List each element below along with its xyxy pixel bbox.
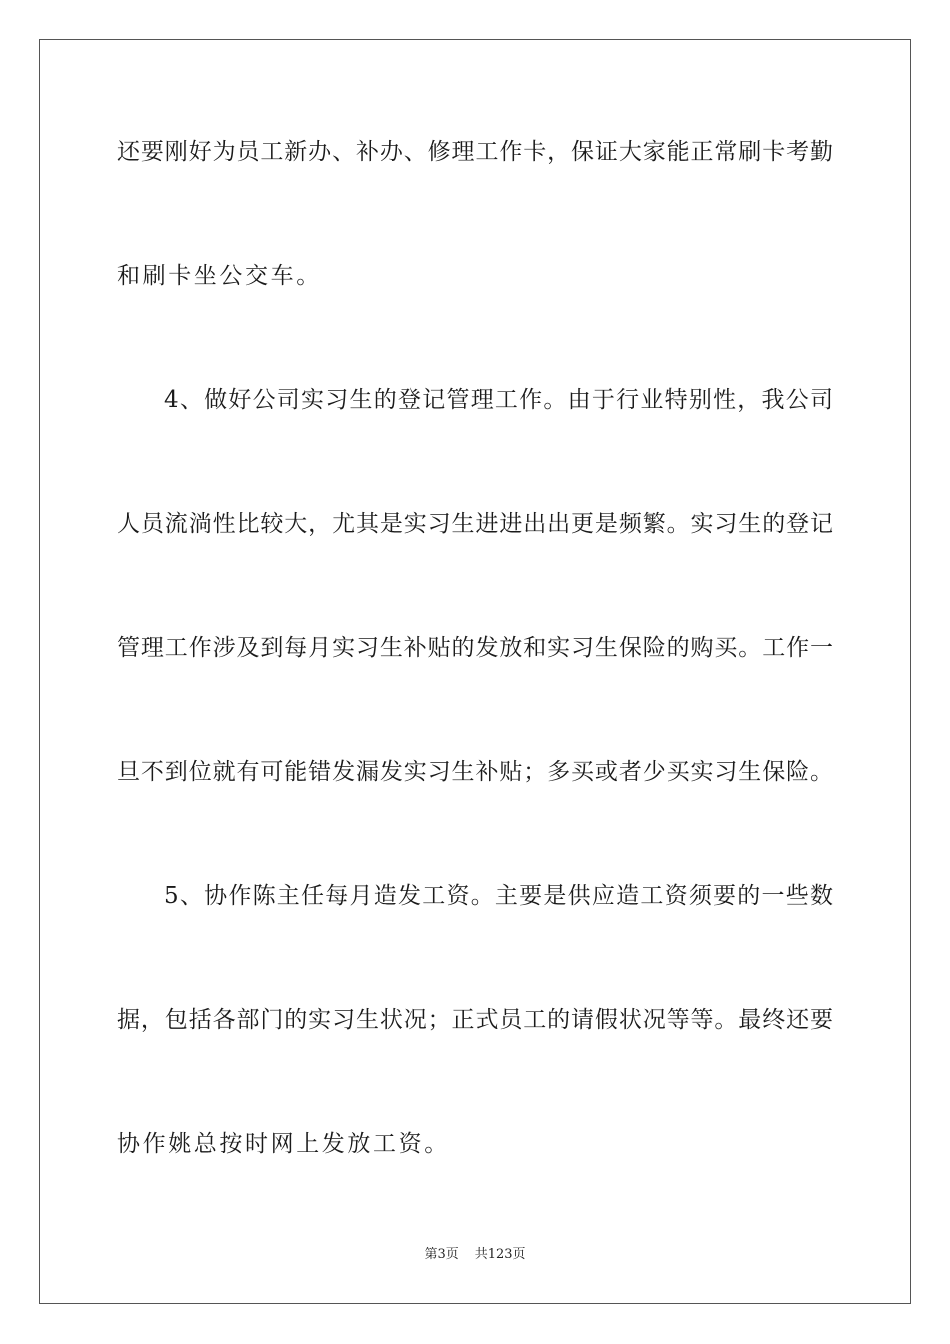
- text-line-7: 5、协作陈主任每月造发工资。主要是供应造工资须要的一些数: [164, 883, 833, 909]
- text-line-5: 管理工作涉及到每月实习生补贴的发放和实习生保险的购买。工作一: [117, 635, 833, 661]
- text-line-9: 协作姚总按时网上发放工资。: [117, 1131, 450, 1157]
- page-number: 第3页: [424, 1247, 459, 1262]
- text-line-4: 人员流淌性比较大，尤其是实习生进进出出更是频繁。实习生的登记: [117, 511, 833, 537]
- page-border: [39, 39, 911, 1304]
- text-line-3: 4、做好公司实习生的登记管理工作。由于行业特别性，我公司: [164, 387, 833, 413]
- text-line-6: 旦不到位就有可能错发漏发实习生补贴；多买或者少买实习生保险。: [117, 759, 833, 785]
- text-line-8: 据，包括各部门的实习生状况；正式员工的请假状况等等。最终还要: [117, 1007, 833, 1033]
- total-pages: 共123页: [474, 1247, 526, 1262]
- page-footer: [0, 1247, 950, 1263]
- text-line-1: 还要刚好为员工新办、补办、修理工作卡，保证大家能正常刷卡考勤: [117, 139, 833, 165]
- text-line-2: 和刷卡坐公交车。: [117, 263, 322, 289]
